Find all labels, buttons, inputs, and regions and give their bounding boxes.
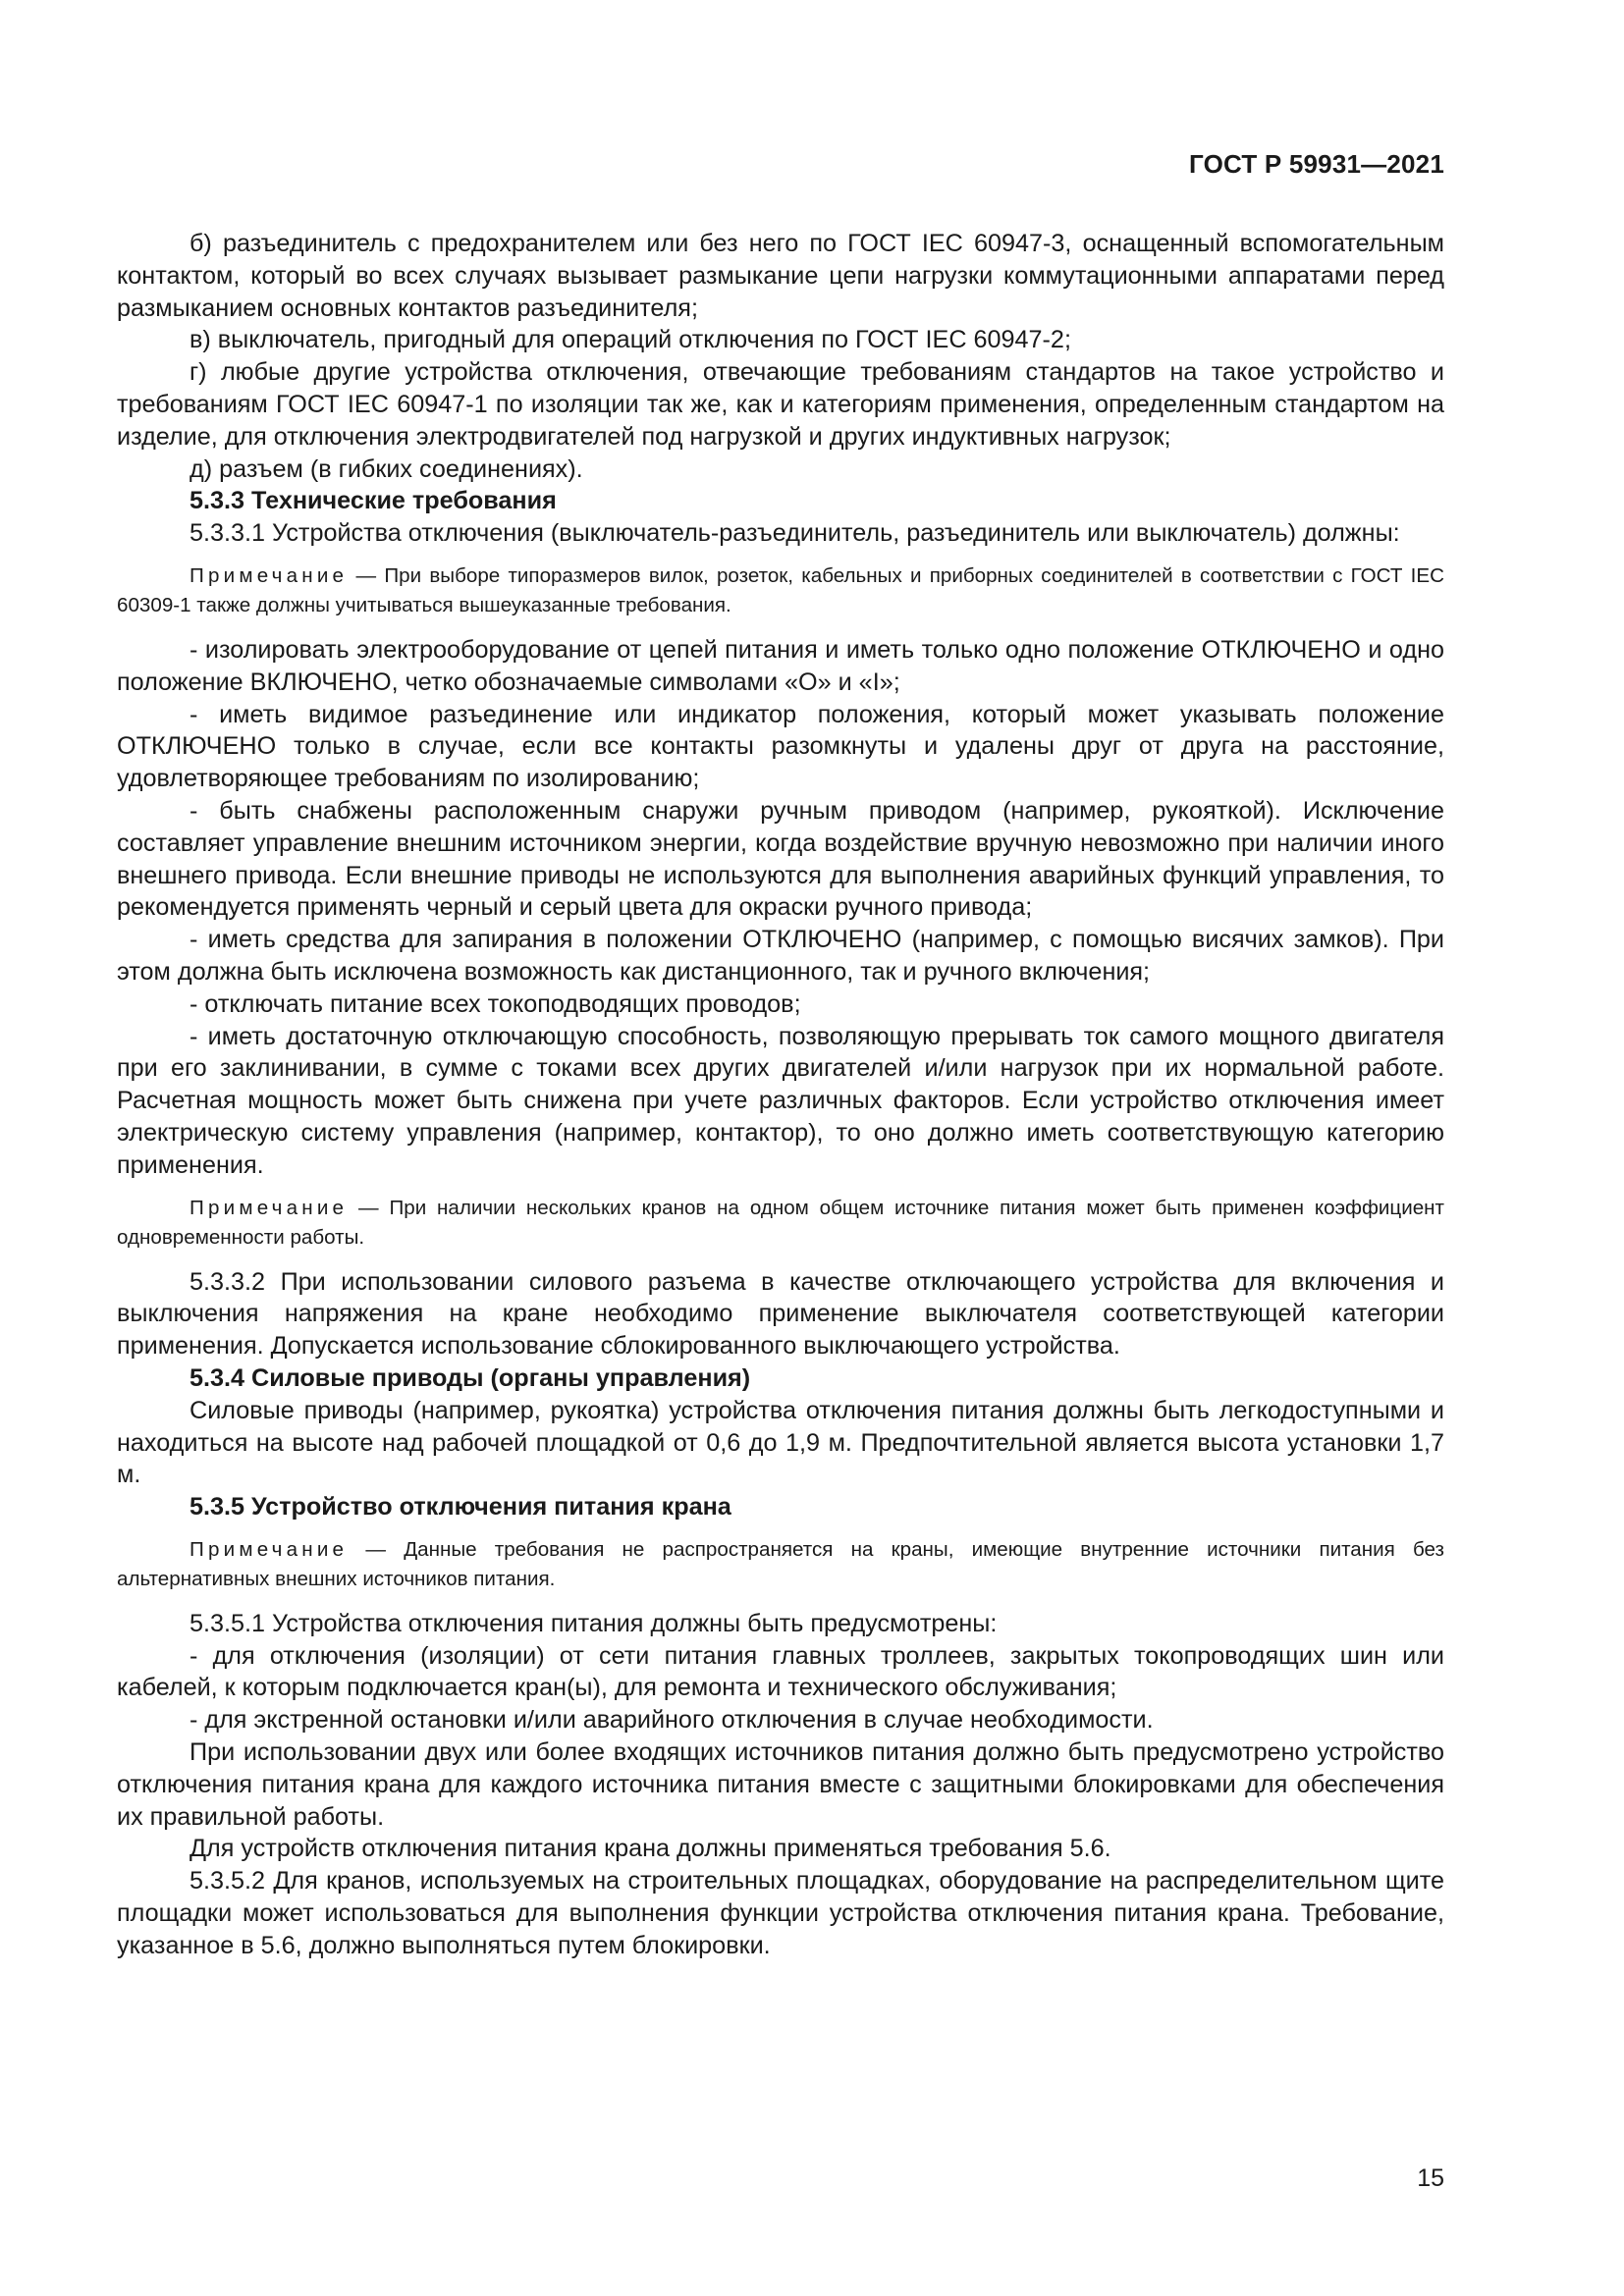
list-item: - для отключения (изоляции) от сети питания главных троллеев, закрытых токопроводящих шин или кабелей, к которым подключается кран(ы), для ремонта и технического обслуживания; [117,1641,1444,1702]
list-item: - иметь достаточную отключающую способность, позволяющую прерывать ток самого мощного двигателя при его заклинивании, в сумме с токами всех других двигателей и/или нагрузок при их нормальной работе. Расчетная мощность может быть снижена при учете различных факторов. Если устройство отключения имеет электрическую систему управления (например, контактор), то оно должно иметь соответствующую категорию применения. [117,1022,1444,1179]
paragraph: 5.3.3.2 При использовании силового разъема в качестве отключающего устройства для включения и выключения напряжения на кране необходимо применение выключателя соответствующей категории применения. Допускается использование сблокированного выключающего устройства. [117,1267,1444,1361]
paragraph: б) разъединитель с предохранителем или без него по ГОСТ IEC 60947-3, оснащенный вспомогательным контактом, который во всех случаях вызывает размыкание цепи нагрузки коммутационными аппаратами перед размыканием основных контактов разъединителя; [117,230,1444,322]
paragraph: Силовые приводы (например, рукоятка) устройства отключения питания должны быть легкодоступными и находиться на высоте над рабочей площадкой от 0,6 до 1,9 м. Предпочтительной является высота установки 1,7 м. [117,1396,1444,1489]
paragraph: д) разъем (в гибких соединениях). [189,454,583,483]
note-label: Примечание [189,563,349,587]
note-text: — При наличии нескольких кранов на одном общем источнике питания может быть применен коэффициент одновременности работы. [117,1196,1444,1249]
note [117,1194,1444,1253]
document-body [117,228,1444,1962]
note [117,561,1444,620]
paragraph: 5.3.3.1 Устройства отключения (выключатель-разъединитель, разъединитель или выключатель) должны: [189,519,1400,548]
paragraph: 5.3.5.2 Для кранов, используемых на строительных площадках, оборудование на распределительном щите площадки может использоваться для выполнения функции устройства отключения питания крана. Требование, указанное в 5.6, должно выполняться путем блокировки. [117,1867,1444,1959]
paragraph: в) выключатель, пригодный для операций отключения по ГОСТ IEC 60947-2; [189,326,1071,354]
note-label: Примечание [189,1537,349,1561]
list-item: - иметь средства для запирания в положении ОТКЛЮЧЕНО (например, с помощью висячих замков). При этом должна быть исключена возможность как дистанционного, так и ручного включения; [117,926,1444,986]
list-item: - изолировать электрооборудование от цепей питания и иметь только одно положение ОТКЛЮЧЕНО и одно положение ВКЛЮЧЕНО, четко обозначаемые символами «O» и «I»; [117,635,1444,696]
section-heading: 5.3.5 Устройство отключения питания крана [189,1493,731,1522]
paragraph: 5.3.5.1 Устройства отключения питания должны быть предусмотрены: [189,1609,998,1637]
list-item: - отключать питание всех токоподводящих проводов; [189,989,801,1018]
list-item: - для экстренной остановки и/или аварийного отключения в случае необходимости. [189,1706,1154,1735]
page-number: 15 [1417,2164,1444,2192]
note-text: — При выборе типоразмеров вилок, розеток, кабельных и приборных соединителей в соответствии с ГОСТ IEC 60309-1 также должны учитываться вышеуказанные требования. [117,563,1444,616]
section-heading: 5.3.4 Силовые приводы (органы управления) [189,1363,751,1392]
paragraph: Для устройств отключения питания крана должны применяться требования 5.6. [189,1835,1111,1863]
note-text: — Данные требования не распространяется на краны, имеющие внутренние источники питания без альтернативных внешних источников питания. [117,1537,1444,1590]
list-item: - быть снабжены расположенным снаружи ручным приводом (например, рукояткой). Исключение составляет управление внешним источником энергии, когда воздействие вручную невозможно при наличии иного внешнего привода. Если внешние приводы не используются для выполнения аварийных функций управления, то рекомендуется применять черный и серый цвета для окраски ручного привода; [117,796,1444,922]
note-label: Примечание [189,1196,349,1219]
paragraph: При использовании двух или более входящих источников питания должно быть предусмотрено устройство отключения питания крана для каждого источника питания вместе с защитными блокировками для обеспечения их правильной работы. [117,1738,1444,1831]
section-heading: 5.3.3 Технические требования [189,487,557,515]
note [117,1535,1444,1594]
document-header: ГОСТ Р 59931—2021 [1189,149,1444,179]
list-item: - иметь видимое разъединение или индикатор положения, который может указывать положение ОТКЛЮЧЕНО только в случае, если все контакты разомкнуты и удалены друг от друга на расстояние, удовлетворяющее требованиям по изолированию; [117,700,1444,793]
paragraph: г) любые другие устройства отключения, отвечающие требованиям стандартов на такое устройство и требованиям ГОСТ IEC 60947-1 по изоляции так же, как и категориям применения, определенным стандартом на изделие, для отключения электродвигателей под нагрузкой и других индуктивных нагрузок; [117,358,1444,451]
